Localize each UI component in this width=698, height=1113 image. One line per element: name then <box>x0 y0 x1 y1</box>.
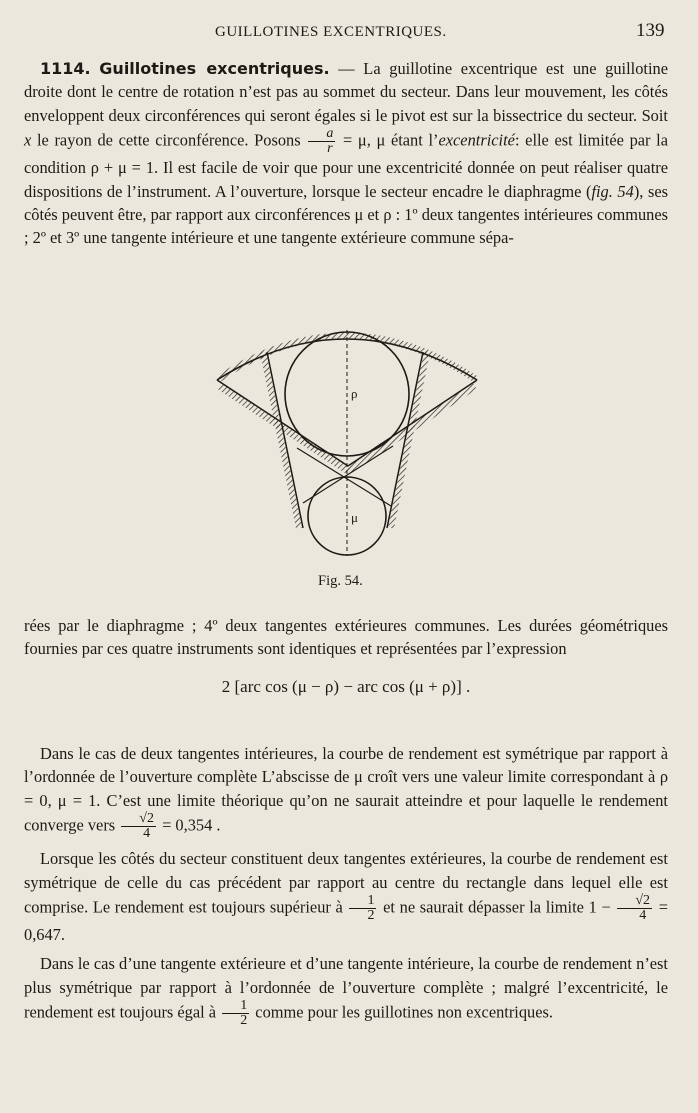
body-paragraphs <box>24 742 668 1028</box>
figure-reference: fig. 54 <box>591 181 634 201</box>
text-run: = 0,647. <box>24 897 668 945</box>
inner-side-left-hatching <box>263 352 299 528</box>
fraction-numerator: √2 <box>617 894 652 909</box>
fraction-sqrt2-over-4 <box>617 894 652 923</box>
fraction-denominator: r <box>327 141 333 157</box>
fraction-denominator: 4 <box>639 908 647 924</box>
paragraph-interior-tangents <box>24 742 668 841</box>
fraction-numerator: a <box>308 127 335 142</box>
text-run: Dans le cas de deux tangentes intérieures, la courbe de rendement est symétrique par rapport à l’ordonnée de l’ouverture complète L’abscisse de μ croît vers une valeur limite correspondant à ρ = 0, μ = 1. C’est une limite théorique qu’on ne saurait atteindre et pour laquelle le rendement converge vers <box>24 744 668 835</box>
fraction-denominator: 2 <box>367 908 375 924</box>
section-title: Guillotines excentriques. <box>99 59 330 78</box>
fraction-one-half <box>349 894 376 923</box>
term-excentricite: excentricité <box>438 130 515 150</box>
variable-x: x <box>24 130 32 150</box>
text-run: = 0,354 . <box>162 815 221 835</box>
continuation-paragraph: rées par le diaphragme ; 4º deux tangentes extérieures communes. Les durées géométriques fournies par ces quatre instruments sont identiques et représentées par l’expression <box>24 616 668 659</box>
text-run: comme pour les guillotines non excentriques. <box>255 1002 553 1022</box>
page-number: 139 <box>636 20 665 41</box>
paragraph-exterior-tangents <box>24 847 668 946</box>
text-run: et ne saurait dépasser la limite 1 − <box>383 897 611 917</box>
fraction-numerator: 1 <box>222 999 249 1014</box>
text-run: — La guillotine excentrique est une guillotine droite dont le centre de rotation n’est pas au sommet du secteur. Dans leur mouvement, les côtés enveloppent deux circonférences qui seront égales si le pivot est sur la bissectrice du secteur. Soit <box>24 59 668 125</box>
figure-caption: Fig. 54. <box>318 573 363 589</box>
section-1114 <box>24 57 668 250</box>
page-header <box>0 20 698 46</box>
fraction-numerator: 1 <box>349 894 376 909</box>
text-run: : elle est limitée par la condition ρ + μ = 1. Il est facile de voir que pour une excentricité donnée on peut réaliser quatre dispositions de l’instrument. A l’ouverture, lorsque le secteur encadre le diaphragme ( <box>24 130 668 201</box>
text-run: = μ, μ étant l’ <box>343 130 439 150</box>
fraction-denominator: 2 <box>240 1013 248 1029</box>
duration-formula: 2 [arc cos (μ − ρ) − arc cos (μ + ρ)] . <box>221 676 471 696</box>
text-run: ), ses côtés peuvent être, par rapport aux circonférences μ et ρ : 1º deux tangentes intérieures communes ; 2º et 3º une tangente intérieure et une tangente extérieure commune sépa- <box>24 181 668 248</box>
label-rho: ρ <box>351 386 358 401</box>
continuation-block <box>24 614 668 712</box>
fraction-denominator: 4 <box>143 826 151 842</box>
paragraph-mixed-tangents <box>24 952 668 1028</box>
text-run: Lorsque les côtés du secteur constituent deux tangentes extérieures, la courbe de rendement est symétrique de celle du cas précédent par rapport au centre du rectangle dans lequel elle est comprise. Le rendement est toujours supérieur à <box>24 849 668 917</box>
text-run: le rayon de cette circonférence. Posons <box>36 130 301 150</box>
figure-54-diagram <box>205 318 495 568</box>
fraction-one-half <box>222 999 249 1028</box>
text-run: Dans le cas d’une tangente extérieure et d’une tangente intérieure, la courbe de rendement n’est plus symétrique par rapport à l’ordonnée de l’ouverture complète ; malgré l’excentricité, le rendement est toujours égal à <box>24 954 668 1022</box>
section-paragraph <box>24 57 668 250</box>
running-head: GUILLOTINES EXCENTRIQUES. <box>215 24 447 40</box>
fraction-numerator: √2 <box>121 812 156 827</box>
fraction-sqrt2-over-4 <box>121 812 156 841</box>
fraction-a-over-r <box>308 127 335 156</box>
section-number: 1114. <box>40 59 91 78</box>
label-mu: μ <box>351 510 358 525</box>
